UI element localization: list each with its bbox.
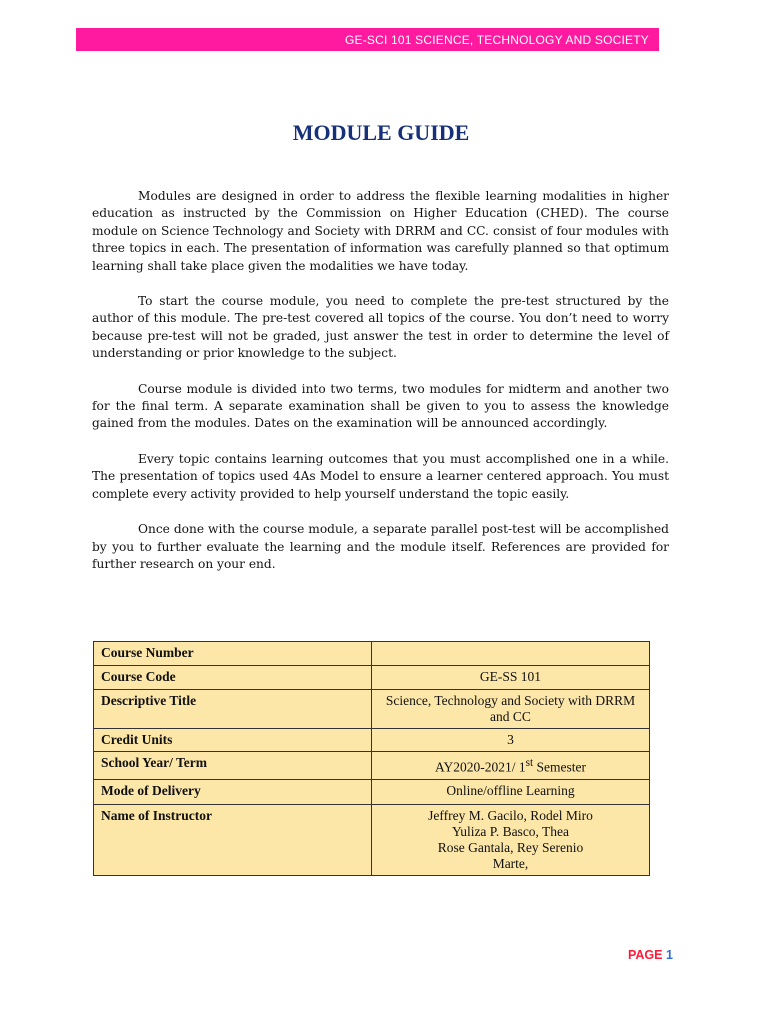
credit-units-value: 3: [372, 729, 650, 752]
course-number-value: [372, 642, 650, 666]
table-row: [94, 690, 650, 729]
paragraph-topics: Every topic contains learning outcomes that you must accomplished one in a while. The presentation of topics used 4As Model to ensure a learner centered approach. You must complete every activity provided to help yourself understand the topic easily.: [92, 451, 669, 501]
school-year-term-label: School Year/ Term: [94, 752, 372, 780]
course-number-label: Course Number: [94, 642, 372, 666]
descriptive-title-label: Descriptive Title: [94, 690, 372, 729]
mode-of-delivery-label: Mode of Delivery: [94, 779, 372, 804]
school-year-prefix: AY2020-2021/ 1: [434, 759, 526, 775]
descriptive-title-value: Science, Technology and Society with DRRM and CC: [372, 690, 650, 729]
table-row: [94, 779, 650, 804]
credit-units-label: Credit Units: [94, 729, 372, 752]
instructor-line: Jeffrey M. Gacilo, Rodel Miro: [428, 807, 593, 823]
mode-of-delivery-value: Online/offline Learning: [372, 779, 650, 804]
table-row: [94, 642, 650, 666]
page-label: PAGE: [628, 948, 663, 962]
paragraph-intro: Modules are designed in order to address the flexible learning modalities in higher education as instructed by the Commission on Higher Education (CHED). The course module on Science Technology and Society with DRRM and CC. consist of four modules with three topics in each. The presentation of information was carefully planned so that optimum learning shall take place given the modalities we have today.: [92, 189, 669, 273]
instructor-names: [372, 804, 650, 875]
course-header-bar: [76, 28, 659, 51]
instructor-label: Name of Instructor: [94, 804, 372, 875]
paragraph-posttest: Once done with the course module, a separate parallel post-test will be accomplished by you to further evaluate the learning and the module itself. References are provided for further research on your end.: [92, 522, 669, 571]
school-year-term-value: [372, 752, 650, 780]
page-number-value: 1: [665, 948, 673, 962]
course-info-table: [93, 641, 650, 876]
paragraph-pretest: To start the course module, you need to complete the pre-test structured by the author of this module. The pre-test covered all topics of the course. You don’t need to worry because pre-test will not be graded, just answer the test in order to determine the level of understanding or prior knowledge to the subject.: [92, 294, 669, 361]
course-heading: GE-SCI 101 SCIENCE, TECHNOLOGY AND SOCIETY: [344, 32, 649, 47]
page-number: [628, 948, 673, 962]
course-code-value: GE-SS 101: [372, 666, 650, 690]
table-row: [94, 666, 650, 690]
module-guide-body: [92, 188, 669, 591]
instructor-line: Rose Gantala, Rey Serenio: [437, 839, 584, 855]
table-row: [94, 752, 650, 780]
page-title: MODULE GUIDE: [292, 120, 470, 145]
instructor-line: Marte,: [492, 855, 529, 871]
ordinal-suffix: st: [525, 757, 534, 769]
table-row: [94, 729, 650, 752]
course-code-label: Course Code: [94, 666, 372, 690]
paragraph-terms: Course module is divided into two terms, two modules for midterm and another two for the final term. A separate examination shall be given to you to assess the knowledge gained from the modules. Dates on the examination will be announced accordingly.: [92, 381, 669, 431]
semester-text: Semester: [533, 759, 587, 775]
table-row: [94, 804, 650, 875]
instructor-line: Yuliza P. Basco, Thea: [451, 823, 570, 839]
